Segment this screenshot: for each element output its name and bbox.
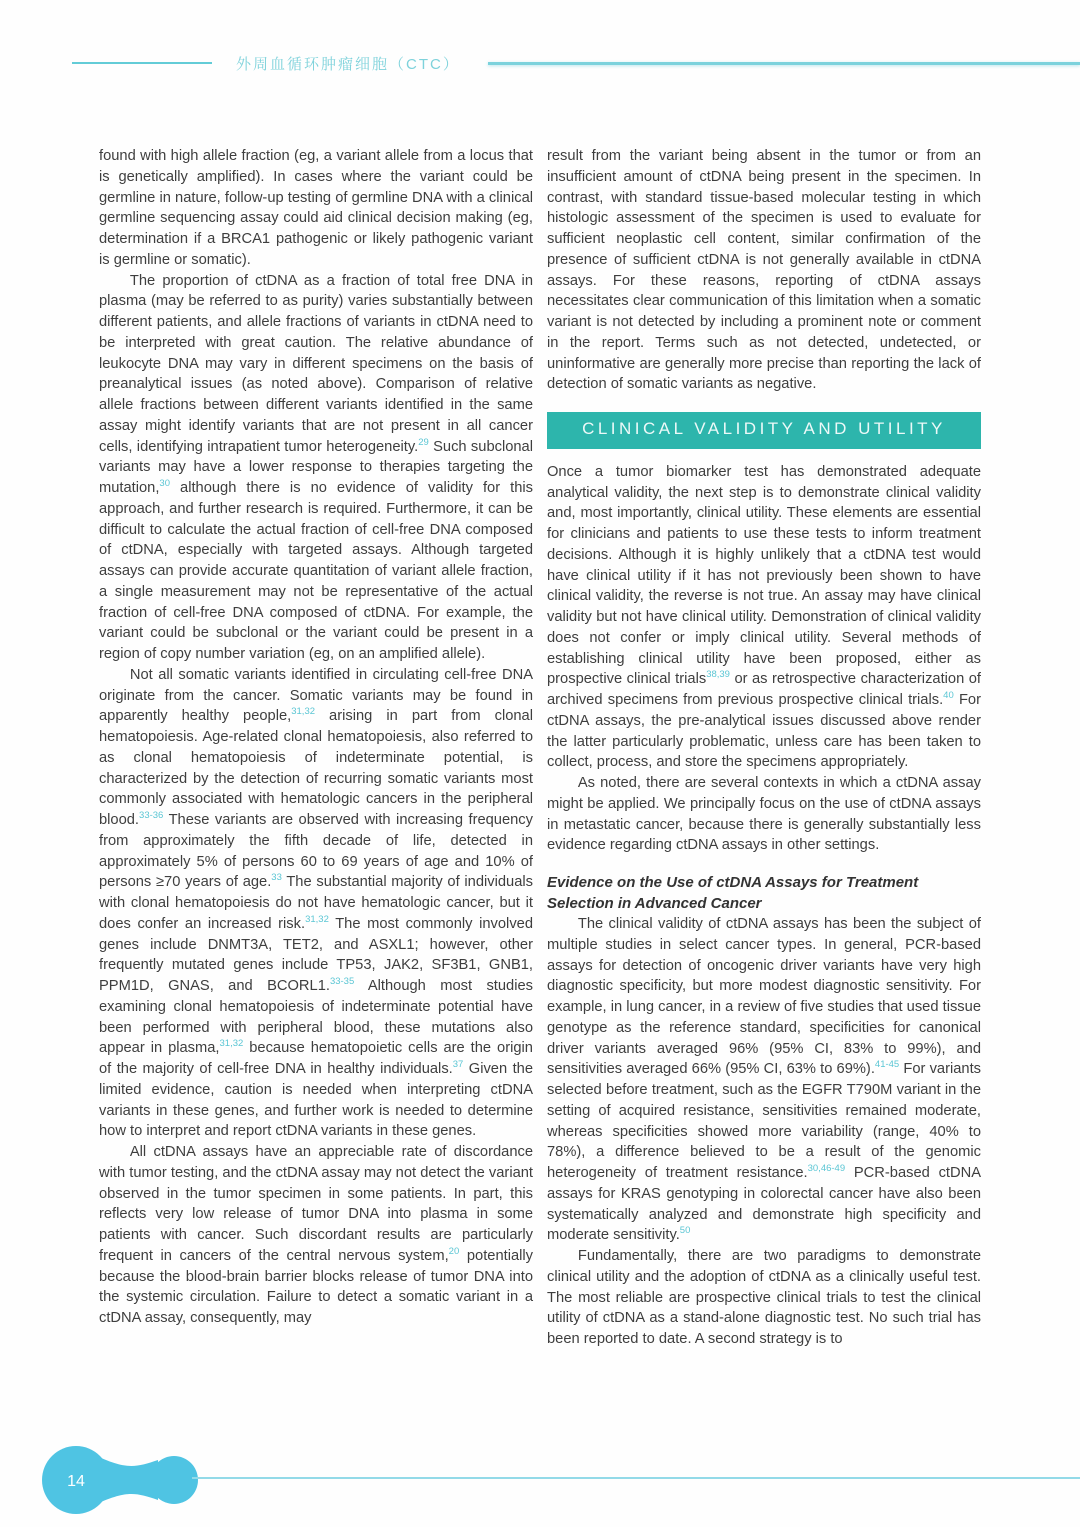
subsection-heading: Evidence on the Use of ctDNA Assays for Treatment Selection in Advanced Cancer [547,874,919,912]
reference-superscript: 41-45 [874,1059,900,1071]
body-paragraph: found with high allele fraction (eg, a variant allele from a locus that is genetically amplified). In cases where the variant could be germline in nature, follow-up testing of germline DNA with a clinical germline sequencing assay could aid clinical decision making (eg, determination if a BRCA1 pathogenic or likely pathogenic variant is germline or somatic). [99,148,533,268]
reference-superscript: 31,32 [305,913,329,925]
header-rule-left [72,62,212,64]
reference-superscript: 30,46-49 [807,1163,846,1175]
body-paragraph: result from the variant being absent in the tumor or from an insufficient amount of ctDNA being present in the specimen. In contrast, with standard tissue-based molecular testing in which histologic assessment of the specimen is used to evaluate for sufficient neoplastic cell content, similar confirmation of the presence of sufficient ctDNA is not generally available in ctDNA assays. For these reasons, reporting of ctDNA assays necessitates clear communication of this limitation when a somatic variant is not detected by including a prominent note or comment in the report. Terms such as not detected, undetected, or uninformative are generally more precise than reporting the lack of detection of somatic variants as negative. [547,148,981,393]
running-head-title: 外周血循环肿瘤细胞（CTC） [236,55,460,73]
reference-superscript: 33 [271,872,282,884]
page-number-blob [28,1437,228,1523]
reference-superscript: 50 [679,1225,691,1237]
reference-superscript: 20 [448,1245,460,1257]
reference-superscript: 33-36 [139,810,164,822]
page-header [0,54,1080,72]
body-paragraph: As noted, there are several contexts in which a ctDNA assay might be applied. We principally focus on the use of ctDNA assays in metastatic cancer, because there is generally substantially less evidence regarding ctDNA assays in other settings. [547,775,981,854]
reference-superscript: 31,32 [291,706,316,718]
reference-superscript: 37 [452,1059,464,1071]
body-paragraph: The clinical validity of ctDNA assays has been the subject of multiple studies in select cancer types. In general, PCR-based assays for detection of oncogenic driver variants have very high diagnostic specificity, but more modest diagnostic sensitivity. For example, in lung cancer, in a review of five studies that used tissue genotype as the reference standard, specificities for canonical driver variants averaged 96% (95% CI, 83% to 99%), and sensitivities averaged 66% (95% CI, 63% to 69%).$^{41-45}$ For variants selected before treatment, such as the EGFR T790M variant in the setting of acquired resistance, sensitivities remained moderate, whereas specificities showed more variability (range, 40% to 78%), a difference believed to be a result of the genomic heterogeneity of treatment resistance.$^{30,46-49}$ PCR-based ctDNA assays for KRAS genotyping in colorectal cancer have also been systematically analyzed and demonstrate high specificity and moderate sensitivity.$^{50}$ [547,916,982,1244]
reference-superscript: 40 [943,690,954,702]
body-paragraph: Fundamentally, there are two paradigms to demonstrate clinical utility and the adoption of ctDNA as a clinically useful test. The most reliable are prospective clinical trials to test the clinical utility of ctDNA as a stand-alone diagnostic test. No such trial has been reported to date. A second strategy is to [547,1248,981,1347]
footer-rule [192,1477,1080,1479]
blob-neck [90,1453,158,1507]
reference-superscript: 30 [159,478,170,490]
body-paragraph: The proportion of ctDNA as a fraction of total free DNA in plasma (may be referred to as purity) varies substantially between different patients, and allele fractions of variants in ctDNA need to be interpreted with great caution. The relative abundance of leukocyte DNA may vary in different specimens on the basis of preanalytical issues (as noted above). Comparison of relative allele fractions between different variants identified in the same assay might identify variants that are not present in all cancer cells, identifying intrapatient tumor heterogeneity.$^{29}$ Such subclonal variants may have a lower response to therapies targeting the mutation,$^{30}$ although there is no evidence of validity for this approach, and further research is required. Furthermore, it can be difficult to calculate the actual fraction of cell-free DNA composed of ctDNA, especially with targeted assays. Although targeted assays can provide accurate quantitation of variant allele fraction, a single measurement may not be representative of the actual fraction of cell-free DNA composed of ctDNA. For example, the variant could be subclonal or the variant could be present in a region of copy number variation (eg, on an amplified allele). [99,272,533,662]
header-rule-right [488,62,1080,65]
reference-superscript: 33-35 [329,976,355,988]
body-paragraph: Not all somatic variants identified in circulating cell-free DNA originate from the cancer. Somatic variants may be found in apparently healthy people,$^{31,32}$ arising in part from clonal hematopoiesis. Age-related clonal hematopoiesis, also referred to as clonal hematopoiesis of indeterminate potential, is characterized by the detection of recurring somatic variants most commonly associated with hematologic cancers in the peripheral blood.$^{33-36}$ These variants are observed with increasing frequency from approximately the fifth decade of life, detected in approximately 5% of persons 60 to 69 years of age and 10% of persons ≥70 years of age.$^{33}$ The substantial majority of individuals with clonal hematopoiesis do not have hematologic cancer, but it does confer an increased risk.$^{31,32}$ The most commonly involved genes include DNMT3A, TET2, and ASXL1; however, other frequently mutated genes include TP53, JAK2, SF3B1, GNB1, PPM1D, GNAS, and BCORL1.$^{33-35}$ Although most studies examining clonal hematopoiesis of indeterminate potential have been performed with peripheral blood, these mutations also appear in plasma,$^{31,32}$ because hematopoietic cells are the origin of the majority of cell-free DNA in healthy individuals.$^{37}$ Given the limited evidence, caution is needed when interpreting ctDNA variants in these genes, and further work is needed to determine how to interpret and report ctDNA variants in these genes. [99,666,533,1140]
reference-superscript: 29 [418,436,429,448]
section-heading-banner: CLINICAL VALIDITY AND UTILITY [547,412,981,449]
article-body [99,146,981,1350]
body-paragraph: All ctDNA assays have an appreciable rate of discordance with tumor testing, and the ctDNA assay may not detect the variant observed in the tumor specimen in some patients. In part, this reflects very low release of tumor DNA into plasma in some patients with cancer. Such discordant results are particularly frequent in cancers of the central nervous system,$^{20}$ potentially because the blood-brain barrier blocks release of tumor DNA into the systemic circulation. Failure to detect a somatic variant in a ctDNA assay, consequently, may [99,1144,534,1326]
reference-superscript: 38,39 [706,669,730,681]
page-number: 14 [67,1473,85,1490]
body-paragraph: Once a tumor biomarker test has demonstrated adequate analytical validity, the next step is to demonstrate clinical validity and, most importantly, clinical utility. These elements are essential for clinicians and patients to use these tests to inform treatment decisions. Although it is highly unlikely that a ctDNA test would have clinical utility if it has not previously been shown to have clinical validity, the reverse is not true. An assay may have clinical validity but not have clinical utility. Demonstration of clinical validity does not confer or imply clinical utility. Several methods of establishing clinical utility have been proposed, either as prospective clinical trials$^{38,39}$ or as retrospective characterization of archived specimens from previous prospective clinical trials.$^{40}$ For ctDNA assays, the pre-analytical issues discussed above render the latter particularly problematic, unless care has been taken to collect, process, and store the specimens appropriately. [547,463,981,771]
text-column-right [547,146,981,1350]
text-column-left [99,146,533,1350]
reference-superscript: 31,32 [219,1038,244,1050]
